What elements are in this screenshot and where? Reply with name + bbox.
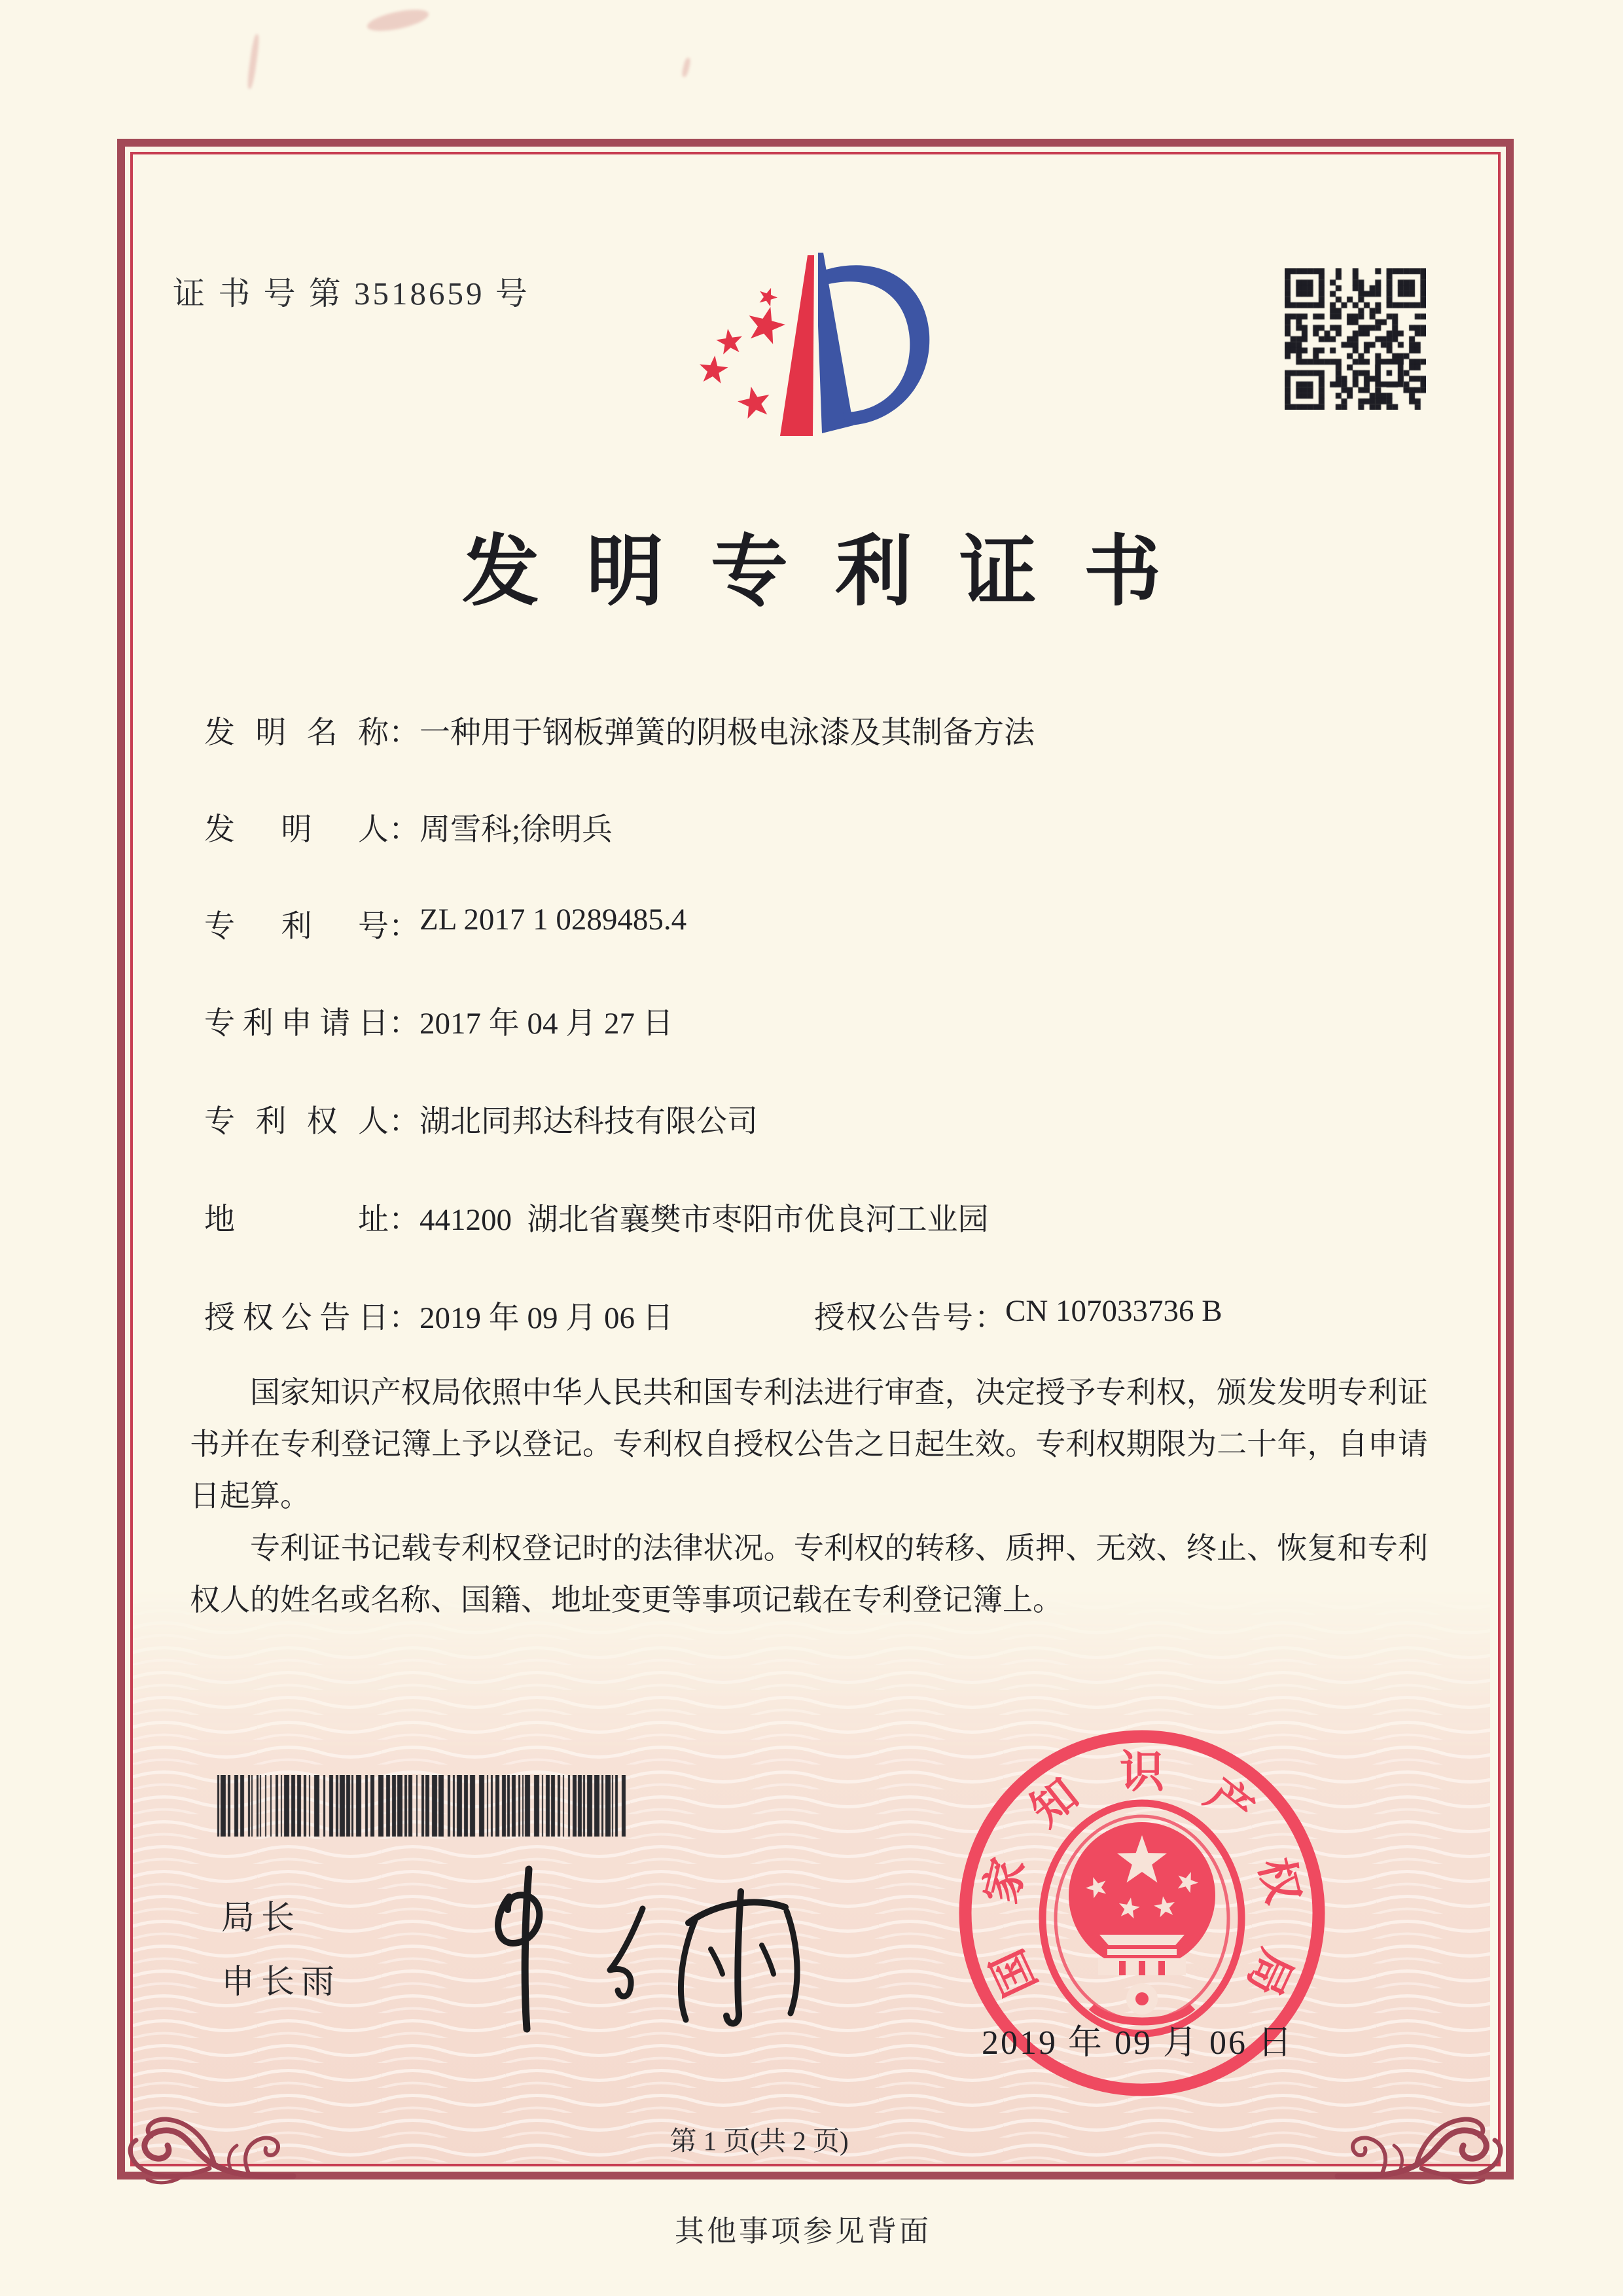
field-grant-number [814,1293,1222,1337]
field-value: 一种用于钢板弹簧的阴极电泳漆及其制备方法 [419,716,1035,750]
frame-corner-flourish [1334,2113,1521,2186]
scan-bleed-mark [365,5,430,35]
field-row-3 [204,999,673,1043]
scan-bleed-mark [246,34,260,90]
back-note: 其他事项参见背面 [674,2215,931,2248]
field-value: CN 107033736 B [1005,1294,1222,1328]
frame-corner-flourish [110,2113,297,2186]
field-value: 周雪科;徐明兵 [419,813,613,847]
field-colon: ： [389,1301,419,1335]
document-title: 发明专利证书 [461,529,1208,615]
field-value: 湖北同邦达科技有限公司 [419,1105,758,1139]
svg-text:产: 产 [1196,1769,1262,1836]
field-label: 专利权人 [204,1105,389,1139]
svg-text:局: 局 [1238,1942,1302,2003]
certificate-number: 证 书 号 第 3518659 号 [173,276,530,312]
director-title-label: 局长 [221,1900,302,1937]
svg-text:知: 知 [1022,1769,1088,1836]
scan-bleed-mark [681,57,692,77]
cnipa-logo [688,247,944,457]
svg-text:家: 家 [975,1853,1035,1909]
svg-text:权: 权 [1249,1853,1309,1909]
field-label: 地址 [204,1203,389,1237]
legal-paragraph-2: 专利证书记载专利权登记时的法律状况。专利权的转移、质押、无效、终止、恢复和专利权人的姓名或名称、国籍、地址变更等事项记载在专利登记簿上。 [190,1532,1428,1617]
field-colon: ： [389,716,419,750]
field-label: 授权公告号 [814,1301,974,1335]
field-value: 441200 湖北省襄樊市枣阳市优良河工业园 [419,1203,989,1237]
qr-code [1285,268,1426,410]
field-label: 授权公告日 [204,1301,389,1335]
svg-text:国: 国 [982,1942,1046,2003]
field-label: 发明名称 [204,716,389,750]
field-row-2 [204,902,687,946]
director-name: 申长雨 [221,1964,342,2001]
field-value: ZL 2017 1 0289485.4 [419,903,687,937]
field-colon: ： [389,1007,419,1041]
field-colon: ： [974,1301,1005,1335]
field-row-1 [204,805,613,849]
field-label: 发明人 [204,813,389,847]
field-value: 2017 年 04 月 27 日 [419,1007,673,1041]
field-colon: ： [389,813,419,847]
barcode [216,1775,628,1837]
field-row-4 [204,1097,758,1141]
field-row-6 [204,1293,1222,1337]
svg-text:识: 识 [1119,1747,1165,1797]
field-row-5 [204,1195,989,1239]
field-colon: ： [389,1105,419,1139]
national-emblem [1069,1822,1215,2022]
legal-paragraph-1: 国家知识产权局依照中华人民共和国专利法进行审查，决定授予专利权，颁发发明专利证书并在专利登记簿上予以登记。专利权自授权公告之日起生效。专利权期限为二十年，自申请日起算。 [190,1376,1428,1513]
field-value: 2019 年 09 月 06 日 [419,1301,673,1335]
field-label: 专利号 [204,910,389,944]
page-indicator: 第 1 页(共 2 页) [669,2126,849,2156]
seal-date: 2019 年 09 月 06 日 [982,2024,1294,2062]
field-colon: ： [389,910,419,944]
director-signature [478,1857,831,2047]
field-row-0 [204,708,1035,752]
field-colon: ： [389,1203,419,1237]
field-label: 专利申请日 [204,1007,389,1041]
